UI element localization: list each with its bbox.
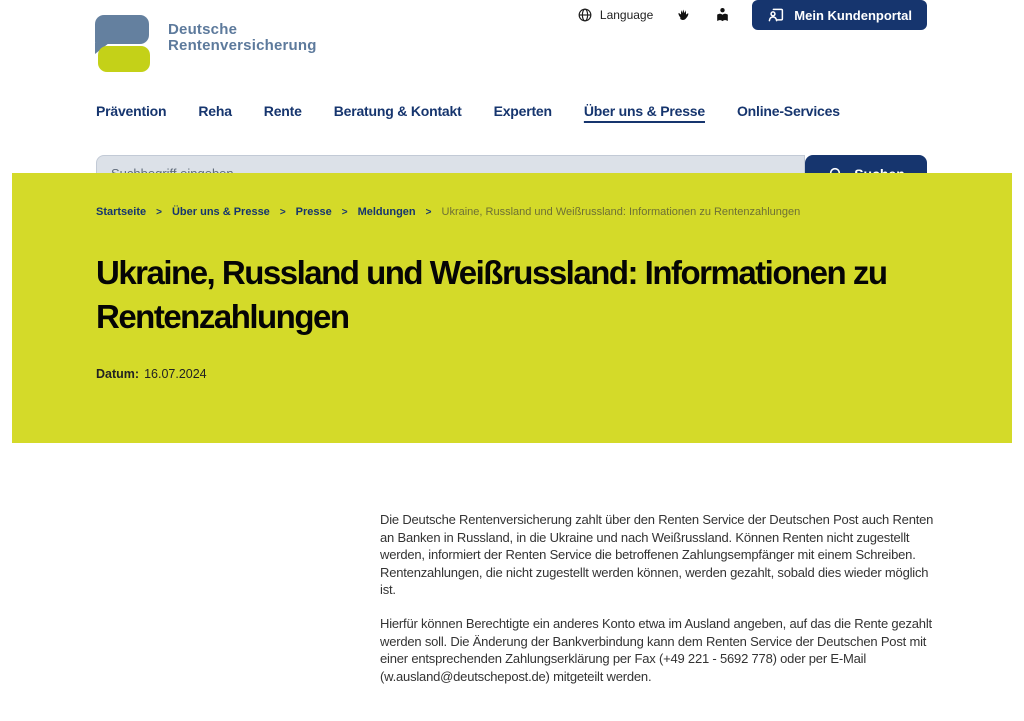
breadcrumb-presse[interactable]: Presse bbox=[295, 206, 332, 218]
article-paragraph-1: Die Deutsche Rentenversicherung zahlt über den Renten Service der Deutschen Post auch Renten an Banken in Russland, in die Ukraine und nach Weißrussland. Können Renten nicht zugestellt werden, informiert der Renten Service die betroffenen Zahlungsempfänger mit einem Schreiben. Rentenzahlungen, die nicht zugestellt werden können, werden gezahlt, sobald dies wieder möglich ist. bbox=[380, 512, 934, 598]
kundenportal-button-label: Mein Kundenportal bbox=[794, 7, 912, 23]
breadcrumb bbox=[96, 206, 800, 218]
chevron-right-icon: > bbox=[156, 206, 162, 218]
article-date bbox=[96, 367, 207, 381]
nav-item-reha[interactable]: Reha bbox=[198, 103, 232, 119]
date-label: Datum: bbox=[96, 367, 140, 381]
sign-language-hand-icon[interactable] bbox=[674, 6, 692, 24]
drv-logo-icon bbox=[95, 13, 151, 72]
breadcrumb-meldungen[interactable]: Meldungen bbox=[357, 206, 416, 218]
breadcrumb-current-page: Ukraine, Russland und Weißrussland: Informationen zu Rentenzahlungen bbox=[441, 206, 801, 218]
nav-item-beratung-kontakt[interactable]: Beratung & Kontakt bbox=[333, 103, 462, 119]
nav-item-rente[interactable]: Rente bbox=[263, 103, 302, 119]
date-value: 16.07.2024 bbox=[144, 367, 207, 381]
article-paragraph-2: Hierfür können Berechtigte ein anderes Konto etwa im Ausland angeben, auf das die Rente gezahlt werden soll. Die Änderung der Bankverbindung kann dem Renten Service der Deutschen Post mit einer entsprechenden Zahlungserklärung per Fax (+49 221 - 5692 778) oder per E-Mail (w.ausland@deutschepost.de) mitgeteilt werden. bbox=[380, 615, 932, 684]
logo-line2: Rentenversicherung bbox=[168, 37, 317, 54]
nav-item-experten[interactable]: Experten bbox=[493, 103, 552, 119]
user-portal-icon bbox=[767, 6, 785, 24]
kundenportal-button[interactable] bbox=[752, 0, 927, 30]
chevron-right-icon: > bbox=[341, 206, 348, 218]
drv-logo[interactable] bbox=[95, 13, 317, 72]
breadcrumb-startseite[interactable]: Startseite bbox=[96, 206, 147, 218]
globe-icon bbox=[576, 6, 594, 24]
language-label: Language bbox=[599, 8, 654, 22]
nav-item-praevention[interactable]: Prävention bbox=[96, 103, 167, 119]
easy-language-reader-icon[interactable] bbox=[713, 6, 731, 24]
chevron-right-icon: > bbox=[279, 206, 286, 218]
chevron-right-icon: > bbox=[425, 206, 432, 218]
hero-band bbox=[12, 173, 1012, 443]
main-nav bbox=[96, 103, 840, 119]
header-utility-bar bbox=[576, 0, 927, 30]
language-menu[interactable] bbox=[576, 6, 653, 24]
logo-wordmark bbox=[168, 13, 317, 72]
page-title: Ukraine, Russland und Weißrussland: Informationen zu Rentenzahlungen bbox=[96, 254, 887, 335]
nav-item-ueber-uns-presse[interactable]: Über uns & Presse bbox=[583, 103, 705, 119]
article-body bbox=[380, 511, 936, 701]
breadcrumb-ueber-uns-presse[interactable]: Über uns & Presse bbox=[171, 206, 270, 218]
nav-item-online-services[interactable]: Online-Services bbox=[736, 103, 840, 119]
logo-line1: Deutsche bbox=[168, 21, 238, 38]
